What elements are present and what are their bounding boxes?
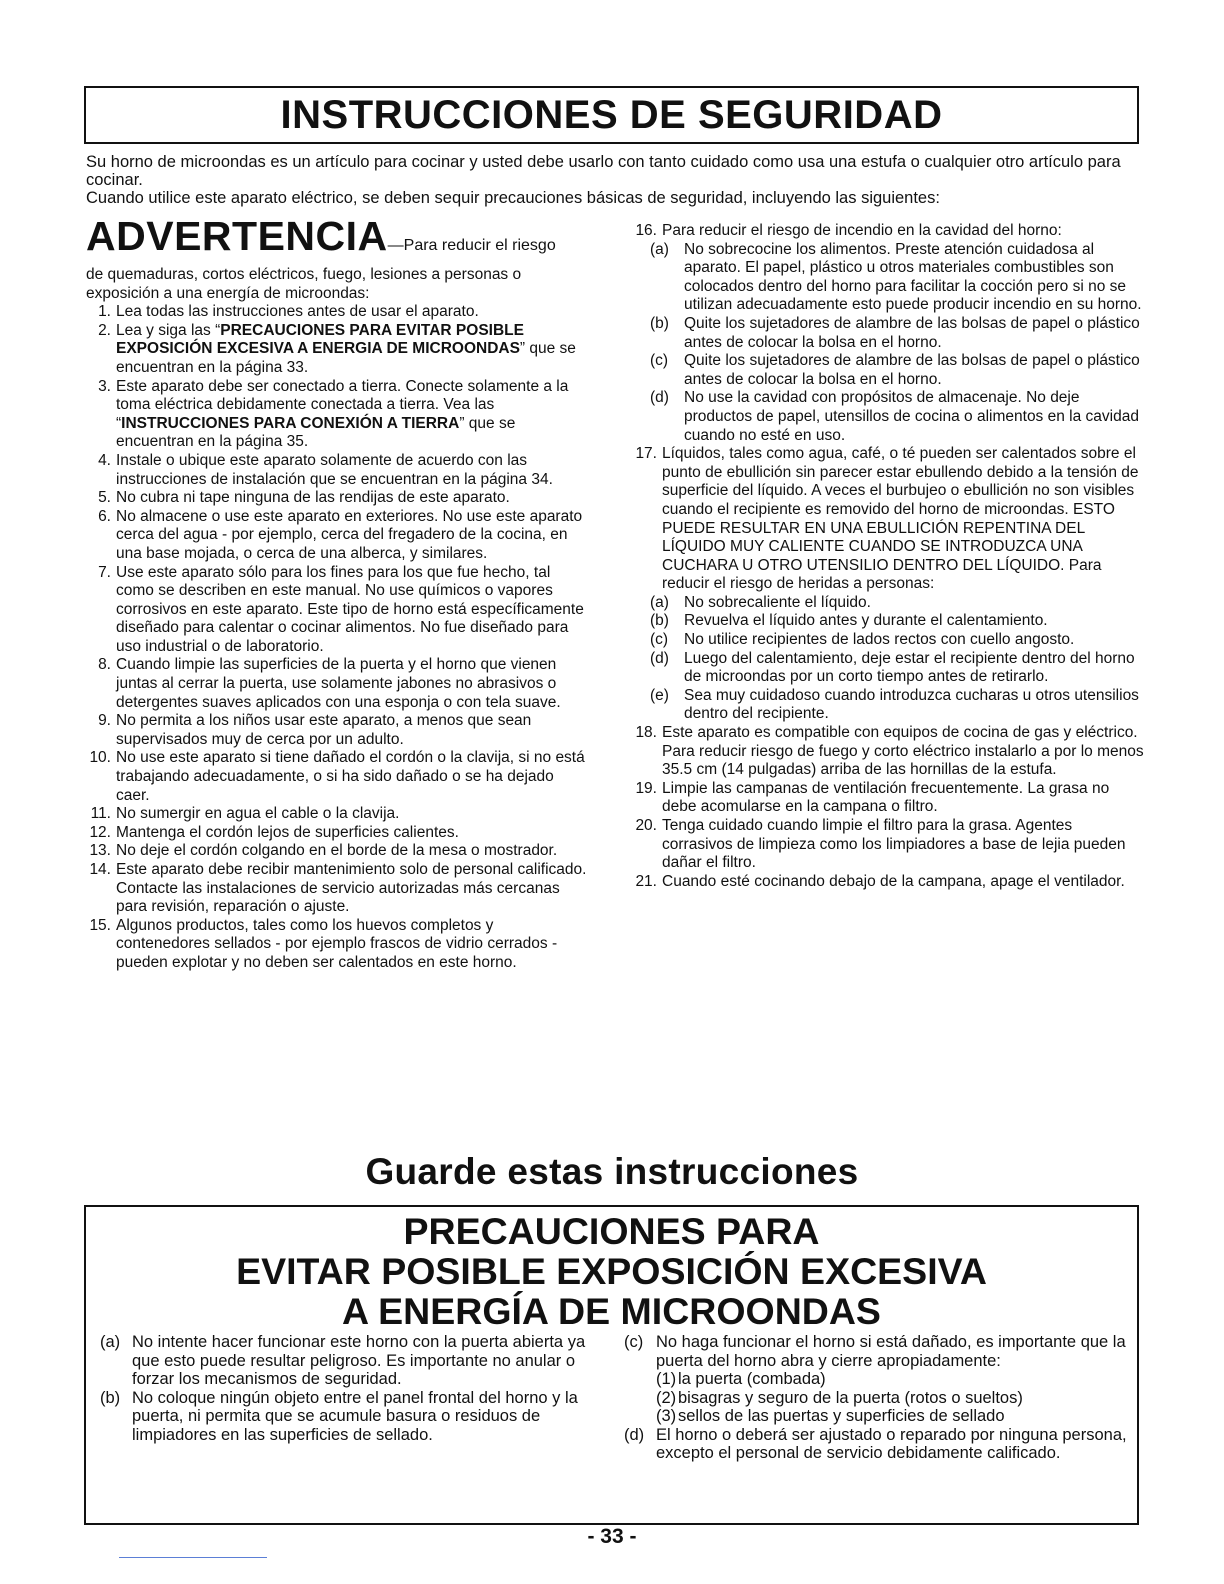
precaution-sub-text: la puerta (combada) <box>678 1370 826 1388</box>
sub-item-letter: (c) <box>650 352 669 370</box>
precautions-left-column <box>100 1333 600 1444</box>
intro-paragraph-2: Cuando utilice este aparato eléctrico, se deben sequir precauciones básicas de seguridad, incluyendo las siguientes: <box>86 189 940 207</box>
precautions-title-line: PRECAUCIONES PARA <box>403 1210 820 1252</box>
sub-item <box>632 315 1144 352</box>
item-text: No sumergir en agua el cable o la clavija. <box>116 805 400 823</box>
precautions-right-column <box>624 1333 1129 1463</box>
list-item <box>86 749 590 805</box>
list-item <box>86 303 590 322</box>
precautions-list-left <box>100 1333 600 1444</box>
list-item <box>86 322 590 378</box>
sub-item <box>632 650 1144 687</box>
footer-rule <box>119 1557 267 1558</box>
sub-item-letter: (d) <box>650 649 669 667</box>
item-number: 9. <box>98 712 111 730</box>
precaution-text: No coloque ningún objeto entre el panel frontal del horno y la puerta, ni permita que se acumule basura o residuos de limpiadores en las superficies de sellado. <box>132 1388 578 1444</box>
item-number: 16. <box>635 222 657 239</box>
safety-list-left <box>86 303 590 972</box>
precaution-sub-item <box>656 1389 1129 1408</box>
precaution-letter: (b) <box>100 1388 121 1407</box>
list-item <box>86 452 590 489</box>
item-text: Limpie las campanas de ventilación frecuentemente. La grasa no debe acomularse en la campana o filtro. <box>662 779 1110 816</box>
list-item <box>632 817 1144 873</box>
list-item <box>86 861 590 917</box>
precaution-sub-text: bisagras y seguro de la puerta (rotos o sueltos) <box>678 1388 1023 1407</box>
item-text: Use este aparato sólo para los fines para los que fue hecho, tal como se describen en este manual. No use químicos o vapores corrosivos en este aparato. Este tipo de horno está específicamente diseñado para calentar o cocinar alimentos. No fue diseñado para uso industrial o de laboratorio. <box>116 563 584 655</box>
precaution-text: No haga funcionar el horno si está dañado, es importante que la puerta del horno abra y cierre apropiadamente: <box>656 1333 1126 1370</box>
item-17-sublist <box>632 594 1144 724</box>
sub-item-letter: (a) <box>650 240 669 258</box>
list-item <box>632 873 1144 892</box>
precaution-sub-text: sellos de las puertas y superficies de sellado <box>678 1407 1005 1425</box>
right-column <box>632 222 1144 891</box>
left-column <box>86 213 590 973</box>
precaution-sub-number: (2) <box>656 1388 677 1407</box>
item-text: No permita a los niños usar este aparato, a menos que sean supervisados muy de cerca por un adulto. <box>116 712 532 748</box>
item-number: 2. <box>98 321 111 339</box>
precaution-item <box>100 1389 600 1445</box>
item-text: Lea todas las instrucciones antes de usar el aparato. <box>116 303 479 321</box>
item-text: Algunos productos, tales como los huevos completos y contenedores sellados - por ejemplo frascos de vidrio cerrados - pueden explotar y no deben ser calentados en este horno. <box>116 916 558 971</box>
sub-item-text: Sea muy cuidadoso cuando introduzca cucharas u otros utensilios dentro del recipiente. <box>684 686 1139 723</box>
sub-item <box>632 389 1144 445</box>
sub-item-text: Quite los sujetadores de alambre de las bolsas de papel o plástico antes de colocar la bolsa en el horno. <box>684 314 1140 351</box>
item-number: 15. <box>89 916 111 934</box>
sub-item-text: Luego del calentamiento, deje estar el recipiente dentro del horno de microondas por un corto tiempo antes de retirarlo. <box>684 649 1135 686</box>
precaution-sub-item <box>656 1370 1129 1389</box>
item-text: ” que se encuentran en la página 33. <box>116 340 576 376</box>
item-text: ” que se encuentran en la página 35. <box>116 414 516 451</box>
precaution-sublist <box>656 1370 1129 1426</box>
precaution-letter: (a) <box>100 1333 121 1351</box>
precaution-letter: (d) <box>624 1425 645 1444</box>
item-text: Este aparato debe recibir mantenimiento solo de personal calificado. Contacte las instalaciones de servicio autorizadas más cercanas para revisión, reparación o ajuste. <box>116 861 587 916</box>
sub-item-letter: (c) <box>650 631 669 649</box>
warning-text: de quemaduras, cortos eléctricos, fuego, lesiones a personas o exposición a una energía de microondas: <box>86 266 522 302</box>
item-16-sublist <box>632 241 1144 446</box>
item-text: Lea y siga las “ <box>116 321 221 339</box>
intro <box>86 153 1138 207</box>
item-number: 20. <box>635 817 657 834</box>
item-number: 7. <box>98 563 111 581</box>
item-text: Líquidos, tales como agua, café, o té pueden ser calentados sobre el punto de ebullición sin parecer estar ebullendo debido a la tensión de superficie del líquido. A veces el burbujeo o ebullición no son visibles cuando el recipiente es removido del horno de microondas. ESTO PUEDE RESULTAR EN UNA EBULLICIÓN REPENTINA DEL LÍQUIDO MUY CALIENTE CUANDO SE INTRODUZCA UNA CUCHARA U OTRO UTENSILIO DENTRO DEL LÍQUIDO. Para reducir el riesgo de heridas a personas: <box>662 445 1139 593</box>
item-text: No deje el cordón colgando en el borde de la mesa o mostrador. <box>116 842 558 860</box>
precautions-box <box>84 1205 1139 1525</box>
item-number: 3. <box>98 377 111 395</box>
precautions-title <box>86 1211 1137 1331</box>
list-item <box>86 824 590 843</box>
sub-item-letter: (d) <box>650 389 669 407</box>
item-text: Mantenga el cordón lejos de superficies calientes. <box>116 823 459 841</box>
list-item <box>632 222 1144 241</box>
save-instructions-heading: Guarde estas instrucciones <box>365 1151 859 1192</box>
warning-tail: —Para reducir el riesgo <box>387 237 556 254</box>
sub-item <box>632 631 1144 650</box>
title-box <box>84 86 1139 144</box>
item-text: Este aparato es compatible con equipos de cocina de gas y eléctrico. Para reducir riesgo de fuego y corto eléctrico instalarlo a por lo menos 35.5 cm (14 pulgadas) arriba de las hornillas de la estufa. <box>662 724 1144 779</box>
list-item <box>632 780 1144 817</box>
item-number: 17. <box>635 445 657 463</box>
precaution-text: No intente hacer funcionar este horno con la puerta abierta ya que esto puede resultar peligroso. Es importante no anular o forzar los mecanismos de seguridad. <box>132 1333 586 1388</box>
list-item <box>86 917 590 973</box>
precaution-text: El horno o deberá ser ajustado o reparado por ninguna persona, excepto el personal de servicio debidamente calificado. <box>656 1425 1127 1462</box>
item-number: 18. <box>635 724 657 742</box>
list-item <box>86 712 590 749</box>
precaution-sub-number: (3) <box>656 1407 677 1425</box>
precaution-item <box>624 1426 1129 1463</box>
item-text: No cubra ni tape ninguna de las rendijas de este aparato. <box>116 489 510 507</box>
precaution-item <box>624 1333 1129 1426</box>
sub-item-text: Revuelva el líquido antes y durante el calentamiento. <box>684 612 1048 630</box>
list-item <box>86 508 590 564</box>
list-item <box>86 842 590 861</box>
sub-item <box>632 241 1144 315</box>
safety-list-right <box>632 222 1144 241</box>
item-bold-text: INSTRUCCIONES PARA CONEXIÓN A TIERRA <box>121 414 460 432</box>
list-item <box>632 445 1144 594</box>
item-number: 8. <box>98 656 111 674</box>
sub-item <box>632 594 1144 613</box>
list-item <box>86 489 590 508</box>
sub-item-text: Quite los sujetadores de alambre de las bolsas de papel o plástico antes de colocar la bolsa en el horno. <box>684 352 1140 388</box>
sub-item <box>632 687 1144 724</box>
item-text: Instale o ubique este aparato solamente de acuerdo con las instrucciones de instalación que se encuentran en la página 34. <box>116 451 553 488</box>
precautions-title-line: EVITAR POSIBLE EXPOSICIÓN EXCESIVA <box>236 1250 987 1292</box>
item-number: 1. <box>98 303 111 321</box>
list-item <box>86 656 590 712</box>
item-number: 13. <box>89 842 111 860</box>
item-text: No use este aparato si tiene dañado el cordón o la clavija, si no está trabajando adecuadamente, o si ha sido dañado o se ha dejado caer. <box>116 749 585 804</box>
item-bold-text: PRECAUCIONES PARA EVITAR POSIBLE EXPOSICIÓN EXCESIVA A ENERGIA DE MICROONDAS <box>116 321 524 358</box>
precautions-list-right <box>624 1333 1129 1463</box>
sub-item <box>632 612 1144 631</box>
item-number: 12. <box>89 823 111 841</box>
item-number: 6. <box>98 507 111 525</box>
precaution-item <box>100 1333 600 1389</box>
safety-list-right-tail <box>632 724 1144 891</box>
precautions-title-line: A ENERGÍA DE MICROONDAS <box>342 1290 881 1332</box>
sub-item-text: No utilice recipientes de lados rectos con cuello angosto. <box>684 631 1075 649</box>
sub-item-text: No use la cavidad con propósitos de almacenaje. No deje productos de papel, utensillos de cocina o alimentos en la cavidad cuando no esté en uso. <box>684 389 1139 444</box>
item-text: Para reducir el riesgo de incendio en la cavidad del horno: <box>662 222 1062 239</box>
item-number: 11. <box>90 805 111 823</box>
item-text: Cuando esté cocinando debajo de la campana, apage el ventilador. <box>662 872 1125 890</box>
warning-heading <box>86 213 590 266</box>
page-number: - 33 - <box>587 1525 637 1548</box>
item-number: 19. <box>635 779 657 797</box>
item-number: 5. <box>98 489 111 507</box>
sub-item-letter: (e) <box>650 686 669 704</box>
item-text: Tenga cuidado cuando limpie el filtro para la grasa. Agentes corrasivos de limpieza como los limpiadores a base de lejia pueden dañar el filtro. <box>662 817 1126 872</box>
list-item <box>86 378 590 452</box>
precaution-sub-item <box>656 1407 1129 1426</box>
sub-item-letter: (b) <box>650 612 669 630</box>
item-number: 4. <box>98 451 111 469</box>
item-number: 21. <box>635 872 657 890</box>
sub-item-text: No sobrecaliente el líquido. <box>684 593 871 611</box>
page-title: INSTRUCCIONES DE SEGURIDAD <box>280 92 943 137</box>
warning-word: ADVERTENCIA <box>86 213 388 259</box>
item-text: Cuando limpie las superficies de la puerta y el horno que vienen juntas al cerrar la puerta, use solamente jabones no abrasivos o detergentes suaves aplicados con una esponja o con tela suave. <box>116 656 561 711</box>
item-text: No almacene o use este aparato en exteriores. No use este aparato cerca del agua - por ejemplo, cerca del fregadero de la cocina, en una base mojada, o cerca de una alberca, y similares. <box>116 507 583 562</box>
sub-item-letter: (b) <box>650 314 669 332</box>
item-text: Este aparato debe ser conectado a tierra. Conecte solamente a la toma eléctrica debidamente conectada a tierra. Vea las “ <box>116 377 569 432</box>
safety-list-right-17 <box>632 445 1144 594</box>
list-item <box>632 724 1144 780</box>
sub-item-letter: (a) <box>650 593 669 611</box>
precaution-sub-number: (1) <box>656 1370 677 1388</box>
precaution-letter: (c) <box>624 1333 644 1351</box>
item-number: 10. <box>89 749 111 767</box>
list-item <box>86 805 590 824</box>
item-number: 14. <box>89 861 111 878</box>
sub-item-text: No sobrecocine los alimentos. Preste atención cuidadosa al aparato. El papel, plástico u otros materiales combustibles son colocados dentro del horno para facilitar la cocción pero si no se utilizan adecuadamente esto puede producir incendio en su horno. <box>684 240 1142 314</box>
list-item <box>86 564 590 657</box>
sub-item <box>632 352 1144 389</box>
intro-paragraph-1: Su horno de microondas es un artículo para cocinar y usted debe usarlo con tanto cuidado como usa una estufa o cualquier otro artículo para cocinar. <box>86 153 1121 189</box>
